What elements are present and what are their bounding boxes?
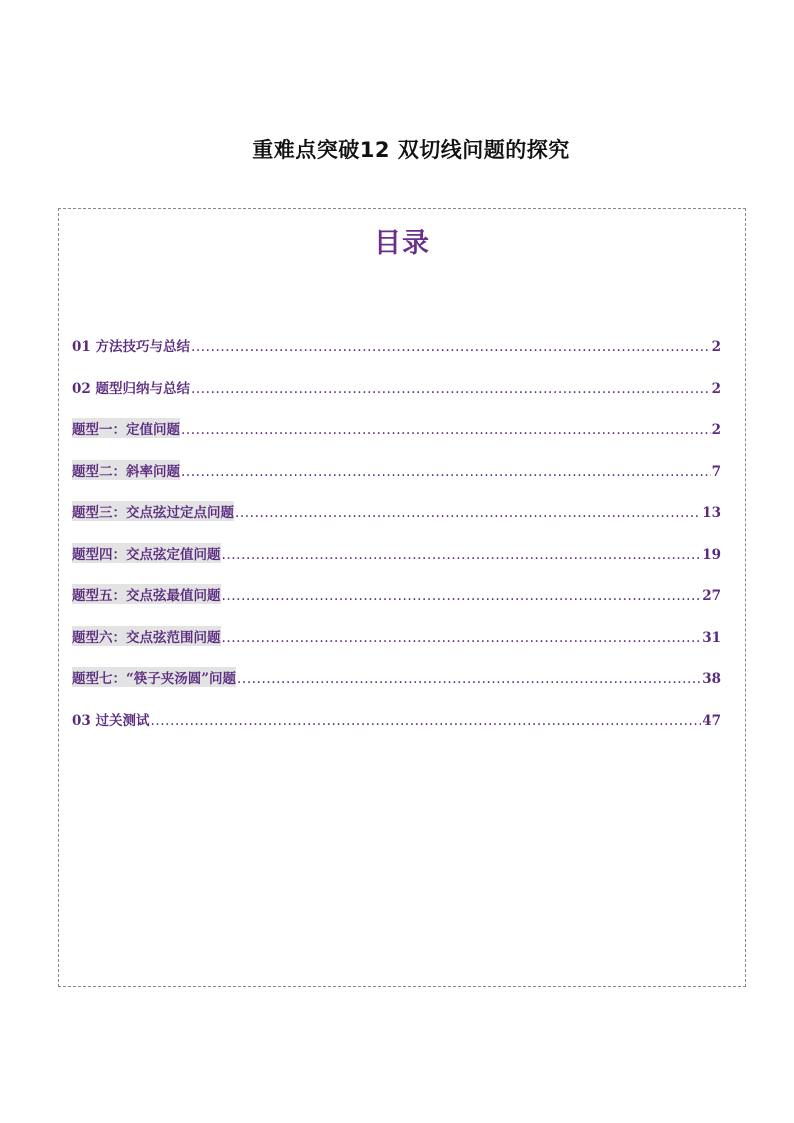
toc-heading: 目录 — [374, 228, 430, 259]
dot-leader — [222, 630, 702, 646]
toc-entry-label: 题型五：交点弦最值问题 — [72, 584, 221, 604]
toc-entry-label: 题型六：交点弦范围问题 — [72, 626, 221, 646]
dot-leader — [151, 713, 702, 729]
toc-entry-label: 03 过关测试 — [72, 712, 150, 729]
toc-entry-page: 27 — [702, 588, 721, 604]
toc-entry-page: 19 — [702, 546, 721, 563]
toc-entry-page: 13 — [702, 505, 721, 521]
dot-leader — [235, 505, 701, 521]
dot-leader — [222, 588, 702, 604]
dot-leader — [181, 464, 711, 480]
table-of-contents — [58, 208, 746, 987]
dot-leader — [191, 339, 711, 355]
toc-entry-page: 2 — [711, 380, 721, 397]
toc-list — [72, 335, 721, 750]
dot-leader — [191, 381, 711, 397]
toc-entry-type-summary[interactable] — [72, 377, 721, 419]
toc-entry-label: 题型二：斜率问题 — [72, 460, 180, 480]
dot-leader — [181, 422, 711, 438]
toc-entry-label: 题型四：交点弦定值问题 — [72, 543, 221, 563]
toc-entry-page: 38 — [702, 671, 721, 687]
toc-entry-page: 31 — [702, 629, 721, 646]
document-title: 重难点突破12 双切线问题的探究 — [252, 138, 570, 162]
toc-entry-method-summary[interactable] — [72, 335, 721, 377]
toc-entry-type-7[interactable] — [72, 667, 721, 709]
toc-entry-type-6[interactable] — [72, 626, 721, 668]
toc-entry-type-4[interactable] — [72, 543, 721, 585]
toc-entry-label: 01 方法技巧与总结 — [72, 339, 190, 355]
toc-entry-label: 题型三：交点弦过定点问题 — [72, 501, 234, 521]
toc-entry-label: 题型七：“筷子夹汤圆”问题 — [72, 667, 236, 687]
toc-entry-final-test[interactable] — [72, 709, 721, 751]
toc-entry-type-5[interactable] — [72, 584, 721, 626]
toc-entry-page: 2 — [711, 339, 721, 355]
toc-entry-label: 02 题型归纳与总结 — [72, 380, 190, 397]
toc-entry-label: 题型一：定值问题 — [72, 418, 180, 438]
dot-leader — [237, 671, 701, 687]
toc-entry-page: 7 — [711, 463, 721, 480]
toc-entry-type-1[interactable] — [72, 418, 721, 460]
toc-entry-type-3[interactable] — [72, 501, 721, 543]
dot-leader — [222, 547, 702, 563]
toc-entry-page: 2 — [711, 422, 721, 438]
toc-entry-type-2[interactable] — [72, 460, 721, 502]
toc-entry-page: 47 — [702, 712, 721, 729]
